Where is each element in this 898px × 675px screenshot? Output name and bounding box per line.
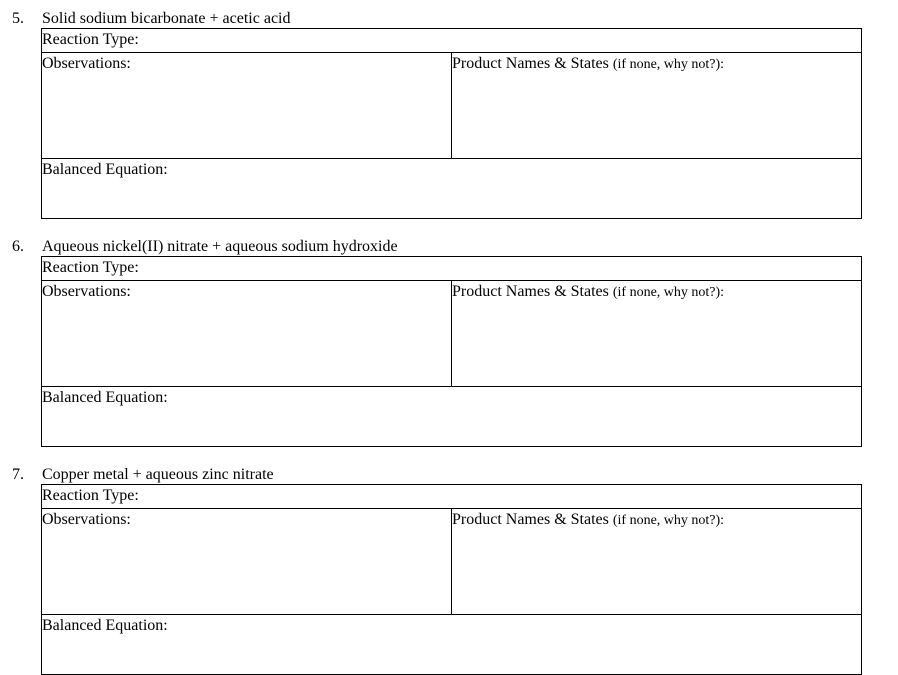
- answer-table: [41, 484, 862, 675]
- balanced-equation-field[interactable]: [42, 387, 861, 446]
- question-number: 6.: [12, 238, 24, 255]
- product-names-label: [452, 282, 724, 303]
- question-text: Aqueous nickel(II) nitrate + aqueous sodium hydroxide: [42, 238, 398, 255]
- question-text: Solid sodium bicarbonate + acetic acid: [42, 10, 291, 27]
- balanced-equation-field[interactable]: [42, 159, 861, 218]
- reaction-type-field[interactable]: [42, 29, 861, 53]
- observations-field[interactable]: [42, 53, 452, 159]
- observations-label: Observations:: [42, 283, 131, 300]
- product-label-main: Product Names & States: [452, 511, 609, 528]
- product-label-hint: (if none, why not?):: [612, 285, 725, 300]
- balanced-equation-field[interactable]: [42, 615, 861, 674]
- question-number: 5.: [12, 10, 24, 27]
- question-title: [12, 236, 398, 258]
- product-names-field[interactable]: [452, 53, 861, 159]
- reaction-type-field[interactable]: [42, 257, 861, 281]
- observations-field[interactable]: [42, 509, 452, 615]
- answer-table: [41, 256, 862, 447]
- balanced-equation-label: Balanced Equation:: [42, 161, 168, 178]
- reaction-type-label: Reaction Type:: [42, 31, 139, 48]
- question-text: Copper metal + aqueous zinc nitrate: [42, 466, 274, 483]
- product-names-field[interactable]: [452, 281, 861, 387]
- product-names-label: [452, 510, 724, 531]
- reaction-type-label: Reaction Type:: [42, 487, 139, 504]
- reaction-type-field[interactable]: [42, 485, 861, 509]
- observations-field[interactable]: [42, 281, 452, 387]
- question-number: 7.: [12, 466, 24, 483]
- product-names-field[interactable]: [452, 509, 861, 615]
- observations-label: Observations:: [42, 55, 131, 72]
- product-label-hint: (if none, why not?):: [612, 513, 725, 528]
- product-label-main: Product Names & States: [452, 55, 609, 72]
- question-title: [12, 8, 291, 30]
- product-label-hint: (if none, why not?):: [612, 57, 725, 72]
- observations-label: Observations:: [42, 511, 131, 528]
- reaction-type-label: Reaction Type:: [42, 259, 139, 276]
- question-title: [12, 464, 274, 486]
- balanced-equation-label: Balanced Equation:: [42, 617, 168, 634]
- balanced-equation-label: Balanced Equation:: [42, 389, 168, 406]
- product-label-main: Product Names & States: [452, 283, 609, 300]
- product-names-label: [452, 54, 724, 75]
- answer-table: [41, 28, 862, 219]
